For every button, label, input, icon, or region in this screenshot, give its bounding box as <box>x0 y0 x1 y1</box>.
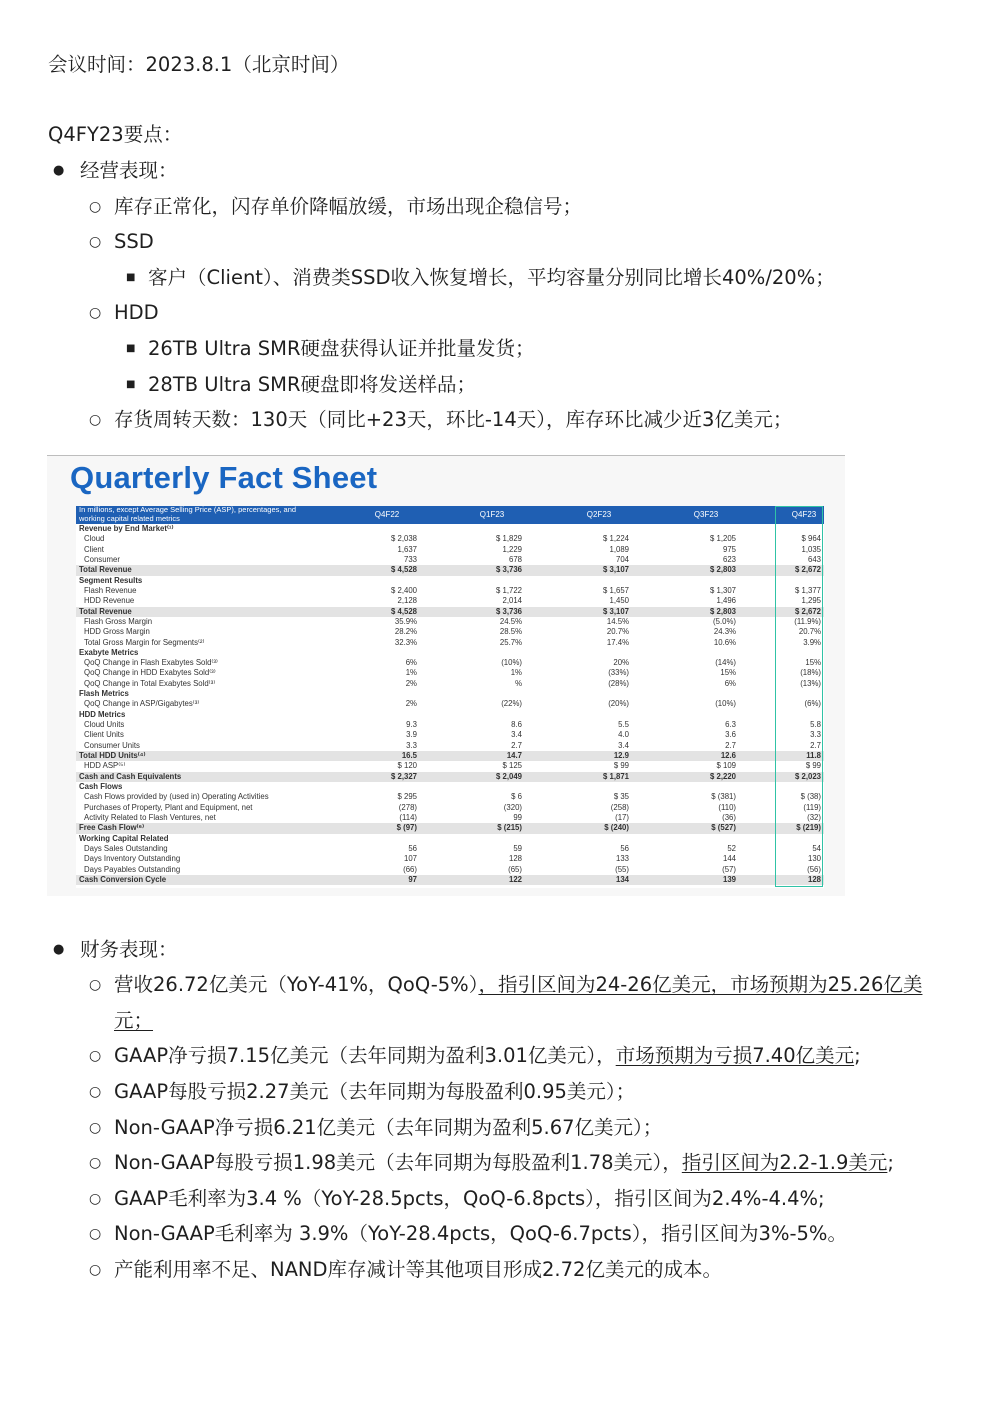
ngaap-eps-guidance: 指引区间为2.2-1.9美元 <box>681 1151 888 1174</box>
fact-cell: 1,089 <box>609 544 629 554</box>
fact-row <box>76 823 824 833</box>
fin-nongaap-net-income: Non-GAAP净亏损6.21亿美元（去年同期为盈利5.67亿美元）； <box>114 1116 663 1139</box>
fact-row <box>76 638 824 648</box>
fact-row-label: HDD Metrics <box>79 709 126 719</box>
fact-row <box>76 627 824 637</box>
fact-cell: 128 <box>807 874 821 884</box>
fact-cell: (17) <box>615 812 629 822</box>
hdd-item: 28TB Ultra SMR硬盘即将发送样品； <box>148 373 477 396</box>
fact-row-label: QoQ Change in Flash Exabytes Sold⁽³⁾ <box>84 658 218 668</box>
revenue-text: 营收26.72亿美元（YoY-41%，QoQ-5%） <box>114 973 479 996</box>
fact-cell: 3.4 <box>618 740 629 750</box>
fact-cell: 25.7% <box>499 637 522 647</box>
fact-cell: (14%) <box>715 658 736 668</box>
revenue-guidance-cont: 元； <box>114 1009 154 1032</box>
fact-cell: $ 2,803 <box>709 606 736 616</box>
fact-row-label: QoQ Change in HDD Exabytes Sold⁽³⁾ <box>84 668 216 678</box>
gaap-ni-expectation: 市场预期为亏损7.40亿美元 <box>615 1044 855 1067</box>
circle-bullet: ○ <box>89 1191 102 1207</box>
circle-bullet: ○ <box>89 305 102 321</box>
fact-row <box>76 710 824 720</box>
fact-row <box>76 534 824 544</box>
fact-cell: $ 1,224 <box>602 534 629 544</box>
fact-row <box>76 865 824 875</box>
fact-cell: 14.7 <box>506 751 522 761</box>
disc-bullet: ● <box>53 942 65 957</box>
fact-row-label: Cash Flows <box>79 782 123 791</box>
square-bullet: ■ <box>126 343 136 354</box>
fact-cell: 128 <box>508 854 522 864</box>
fact-cell: (55) <box>615 864 629 874</box>
fact-cell: 56 <box>408 843 417 853</box>
fact-cell: 4.0 <box>618 730 629 740</box>
fact-cell: 59 <box>513 843 522 853</box>
fact-cell: (6%) <box>804 699 821 709</box>
hdd-item: 26TB Ultra SMR硬盘获得认证并批量发货； <box>148 337 535 360</box>
fact-row-label: HDD Revenue <box>84 596 135 606</box>
fact-cell: 643 <box>807 554 821 564</box>
fact-row <box>76 803 824 813</box>
ngaap-eps-end: ; <box>887 1151 894 1174</box>
fact-cell: 130 <box>807 854 821 864</box>
fact-cell: $ (215) <box>497 823 522 833</box>
fact-cell: $ 2,023 <box>794 771 821 781</box>
fact-row <box>76 658 824 668</box>
fact-row-label: Segment Results <box>79 575 143 585</box>
fact-row-label: Cloud Units <box>84 720 125 730</box>
fact-cell: 20.7% <box>798 627 821 637</box>
fact-cell: $ (219) <box>796 823 821 833</box>
ssd-item: 客户（Client）、消费类SSD收入恢复增长，平均容量分别同比增长40%/20%； <box>148 266 835 289</box>
fact-cell: 14.5% <box>606 616 629 626</box>
hdd-label: HDD <box>114 301 159 324</box>
fact-row <box>76 668 824 678</box>
fact-cell: 56 <box>620 843 629 853</box>
fact-cell: 2,128 <box>397 596 417 606</box>
fact-row <box>76 875 824 885</box>
fact-cell: $ 35 <box>613 792 629 802</box>
fact-row <box>76 741 824 751</box>
fact-row <box>76 607 824 617</box>
fin-heading: 财务表现： <box>80 938 178 961</box>
fact-cell: $ (381) <box>711 792 736 802</box>
fact-cell: 1% <box>510 668 522 678</box>
fact-cell: 5.5 <box>618 720 629 730</box>
ngaap-eps-text: Non-GAAP每股亏损1.98美元（去年同期为每股盈利1.78美元）， <box>114 1151 682 1174</box>
fact-sheet-header <box>76 506 824 524</box>
fact-cell: 139 <box>722 874 736 884</box>
fact-row <box>76 565 824 575</box>
fact-cell: 12.9 <box>613 751 629 761</box>
fact-cell: $ 1,307 <box>709 585 736 595</box>
fact-row <box>76 699 824 709</box>
fact-row-label: Activity Related to Flash Ventures, net <box>84 812 216 822</box>
fact-row-label: Total Gross Margin for Segments⁽²⁾ <box>84 637 205 647</box>
ssd-label: SSD <box>114 230 154 253</box>
fact-cell: 975 <box>722 544 736 554</box>
fact-cell: 1,450 <box>609 596 629 606</box>
fact-cell: (114) <box>399 812 417 822</box>
fin-cost: 产能利用率不足、NAND库存减计等其他项目形成2.72亿美元的成本。 <box>114 1258 722 1281</box>
fact-cell: (66) <box>403 864 417 874</box>
fact-cell: $ 6 <box>511 792 522 802</box>
fact-cell: 1,496 <box>716 596 736 606</box>
fact-cell: % <box>515 678 522 688</box>
fact-sheet-header-label: In millions, except Average Selling Price (ASP), percentages, and working capital related metrics <box>79 505 297 523</box>
fact-cell: 2.7 <box>810 740 821 750</box>
fact-cell: 6.3 <box>725 720 736 730</box>
fact-cell: 8.6 <box>511 720 522 730</box>
fact-cell: (32) <box>807 812 821 822</box>
fact-cell: 32.3% <box>394 637 417 647</box>
fact-cell: 54 <box>812 843 821 853</box>
fact-cell: 704 <box>615 554 629 564</box>
fact-cell: 9.3 <box>406 720 417 730</box>
fact-row-label: QoQ Change in Total Exabytes Sold⁽³⁾ <box>84 678 216 688</box>
fact-cell: $ 2,038 <box>390 534 417 544</box>
fact-row <box>76 782 824 792</box>
circle-bullet: ○ <box>89 1226 102 1242</box>
fact-row <box>76 576 824 586</box>
fact-row <box>76 555 824 565</box>
circle-bullet: ○ <box>89 199 102 215</box>
fact-cell: (33%) <box>608 668 629 678</box>
fact-row <box>76 854 824 864</box>
ops-inventory: 库存正常化，闪存单价降幅放缓，市场出现企稳信号； <box>114 195 583 218</box>
fact-cell: (13%) <box>800 678 821 688</box>
fact-cell: (28%) <box>608 678 629 688</box>
fact-row <box>76 761 824 771</box>
fact-row-label: Purchases of Property, Plant and Equipment, net <box>84 802 253 812</box>
fact-cell: 52 <box>727 843 736 853</box>
fact-row <box>76 596 824 606</box>
fact-cell: (10%) <box>501 658 522 668</box>
fact-row-label: HDD Gross Margin <box>84 627 150 637</box>
fin-revenue <box>114 972 922 998</box>
fact-cell: 1% <box>405 668 417 678</box>
fact-row-label: Client Units <box>84 730 124 740</box>
fact-row <box>76 834 824 844</box>
circle-bullet: ○ <box>89 977 102 993</box>
fin-gaap-gross-margin: GAAP毛利率为3.4 %（YoY-28.5pcts，QoQ-6.8pcts），指引区间为2.4%-4.4%; <box>114 1187 825 1210</box>
fact-cell: (119) <box>803 802 821 812</box>
section-title: Q4FY23要点： <box>48 123 183 146</box>
fact-cell: 6% <box>405 658 417 668</box>
fact-cell: $ 1,657 <box>602 585 629 595</box>
fact-row-label: Free Cash Flow⁽⁶⁾ <box>79 823 145 833</box>
square-bullet: ■ <box>126 272 136 283</box>
column-header: Q1F23 <box>479 510 505 519</box>
fact-row <box>76 772 824 782</box>
fact-cell: (5.0%) <box>713 616 736 626</box>
fact-cell: $ (527) <box>711 823 736 833</box>
circle-bullet: ○ <box>89 1155 102 1171</box>
fact-row-label: Total HDD Units⁽⁴⁾ <box>79 751 146 761</box>
fact-cell: (20%) <box>608 699 629 709</box>
fact-row-label: Total Revenue <box>79 606 132 616</box>
fact-cell: 733 <box>403 554 417 564</box>
fact-sheet-title: Quarterly Fact Sheet <box>70 460 378 495</box>
fact-cell: (110) <box>718 802 736 812</box>
fact-cell: 20.7% <box>606 627 629 637</box>
fact-cell: $ 2,400 <box>390 585 417 595</box>
fact-cell: 10.6% <box>713 637 736 647</box>
fact-cell: $ (38) <box>800 792 821 802</box>
fact-cell: 12.6 <box>720 751 736 761</box>
fact-cell: 20% <box>613 658 629 668</box>
fact-cell: 107 <box>403 854 417 864</box>
column-header: Q4F22 <box>374 510 400 519</box>
circle-bullet: ○ <box>89 1048 102 1064</box>
fact-cell: 3.6 <box>725 730 736 740</box>
fact-cell: 2% <box>405 699 417 709</box>
gaap-ni-end: ; <box>854 1044 861 1067</box>
fact-cell: 11.8 <box>806 751 821 761</box>
fact-row-label: Flash Gross Margin <box>84 616 153 626</box>
fact-cell: $ (97) <box>396 823 417 833</box>
fact-row-label: Days Sales Outstanding <box>84 843 168 853</box>
fact-row-label: Cloud <box>84 534 105 544</box>
gaap-ni-text: GAAP净亏损7.15亿美元（去年同期为盈利3.01亿美元）， <box>114 1044 616 1067</box>
fact-cell: $ 125 <box>502 761 522 771</box>
fact-cell: (18%) <box>800 668 821 678</box>
fact-cell: 35.9% <box>394 616 417 626</box>
fact-row <box>76 617 824 627</box>
fact-row <box>76 751 824 761</box>
fact-cell: $ 3,107 <box>602 606 629 616</box>
fact-row-label: Revenue by End Market⁽¹⁾ <box>79 524 174 533</box>
ops-heading: 经营表现： <box>80 159 178 182</box>
fact-cell: 3.9 <box>406 730 417 740</box>
fact-cell: $ (240) <box>604 823 629 833</box>
fact-cell: $ 2,220 <box>709 771 736 781</box>
fact-cell: 2.7 <box>511 740 522 750</box>
fact-row <box>76 586 824 596</box>
fact-cell: 28.2% <box>394 627 417 637</box>
disc-bullet: ● <box>53 163 65 178</box>
fact-cell: 28.5% <box>499 627 522 637</box>
fact-row <box>76 792 824 802</box>
fact-cell: 6% <box>724 678 736 688</box>
fact-row <box>76 813 824 823</box>
fact-row-label: Cash Flows provided by (used in) Operating Activities <box>84 792 269 802</box>
fact-cell: (320) <box>503 802 522 812</box>
fact-cell: (65) <box>508 864 522 874</box>
fact-row-label: Cash Conversion Cycle <box>79 874 167 884</box>
fact-cell: 5.8 <box>810 720 821 730</box>
fact-cell: 15% <box>805 658 821 668</box>
fact-cell: 24.5% <box>499 616 522 626</box>
fact-cell: 122 <box>508 874 522 884</box>
fact-row <box>76 730 824 740</box>
fact-row-label: HDD ASP⁽⁵⁾ <box>84 761 126 771</box>
fact-row-label: Flash Metrics <box>79 689 129 699</box>
fact-cell: $ 1,377 <box>794 585 821 595</box>
fact-cell: 1,637 <box>397 544 417 554</box>
fact-row-label: Days Payables Outstanding <box>84 864 181 874</box>
fact-cell: $ 964 <box>801 534 821 544</box>
fact-cell: $ 3,107 <box>602 565 629 575</box>
fact-cell: $ 1,829 <box>495 534 522 544</box>
fact-cell: $ 295 <box>397 792 417 802</box>
fact-cell: 623 <box>722 554 736 564</box>
fact-cell: 3.4 <box>511 730 522 740</box>
fact-row-label: Client <box>84 544 104 554</box>
fact-cell: $ 2,049 <box>495 771 522 781</box>
fact-sheet-image <box>47 455 845 896</box>
fact-cell: $ 99 <box>613 761 629 771</box>
circle-bullet: ○ <box>89 412 102 428</box>
fact-cell: $ 4,528 <box>390 606 417 616</box>
fact-row-label: Total Revenue <box>79 565 132 575</box>
circle-bullet: ○ <box>89 234 102 250</box>
fact-cell: 134 <box>615 874 629 884</box>
fact-cell: $ 99 <box>805 761 821 771</box>
fact-cell: 24.3% <box>713 627 736 637</box>
fact-cell: 97 <box>408 874 417 884</box>
column-header: Q2F23 <box>586 510 612 519</box>
fact-cell: (22%) <box>501 699 522 709</box>
ops-turnover: 存货周转天数：130天（同比+23天，环比-14天），库存环比减少近3亿美元； <box>114 408 793 431</box>
fact-cell: $ 120 <box>397 761 417 771</box>
fact-cell: $ 3,736 <box>495 606 522 616</box>
fact-cell: $ 1,722 <box>495 585 522 595</box>
fact-row <box>76 844 824 854</box>
fin-gaap-net-income <box>114 1043 861 1069</box>
meeting-time: 会议时间：2023.8.1（北京时间） <box>48 53 350 76</box>
fact-row <box>76 679 824 689</box>
fact-cell: $ 1,871 <box>602 771 629 781</box>
fact-row-label: Consumer <box>84 554 120 564</box>
fact-cell: (36) <box>722 812 736 822</box>
fact-cell: $ 1,205 <box>709 534 736 544</box>
fact-row-label: Working Capital Related <box>79 833 169 843</box>
fact-cell: 1,295 <box>801 596 821 606</box>
fact-cell: 1,229 <box>502 544 522 554</box>
fact-cell: $ 2,327 <box>390 771 417 781</box>
fact-cell: 15% <box>720 668 736 678</box>
fact-cell: $ 3,736 <box>495 565 522 575</box>
column-header: Q4F23 <box>791 510 817 519</box>
fact-row-label: Days Inventory Outstanding <box>84 854 181 864</box>
fact-cell: 1,035 <box>801 544 821 554</box>
fin-nongaap-gross-margin: Non-GAAP毛利率为 3.9%（YoY-28.4pcts，QoQ-6.7pcts），指引区间为3%-5%。 <box>114 1222 847 1245</box>
fact-cell: 144 <box>722 854 736 864</box>
fact-cell: (11.9%) <box>794 616 821 626</box>
fact-sheet-table <box>76 506 824 888</box>
fact-row-label: Cash and Cash Equivalents <box>79 771 182 781</box>
fact-cell: (278) <box>398 802 417 812</box>
fact-cell: (10%) <box>715 699 736 709</box>
fact-cell: (57) <box>722 864 736 874</box>
fact-cell: $ 2,803 <box>709 565 736 575</box>
fact-cell: $ 2,672 <box>794 606 821 616</box>
fact-row <box>76 720 824 730</box>
fact-cell: 99 <box>513 812 522 822</box>
fact-cell: 3.3 <box>810 730 821 740</box>
fact-row <box>76 524 824 534</box>
fact-cell: (56) <box>807 864 821 874</box>
fact-row-label: Consumer Units <box>84 740 140 750</box>
fact-cell: 2% <box>405 678 417 688</box>
fact-cell: $ 109 <box>716 761 736 771</box>
square-bullet: ■ <box>126 379 136 390</box>
circle-bullet: ○ <box>89 1084 102 1100</box>
fact-cell: (258) <box>610 802 629 812</box>
fact-row-label: Exabyte Metrics <box>79 647 139 657</box>
fact-cell: 2.7 <box>725 740 736 750</box>
fact-row-label: QoQ Change in ASP/Gigabytes⁽³⁾ <box>84 699 200 709</box>
fact-cell: 3.9% <box>803 637 821 647</box>
fact-cell: 16.5 <box>401 751 417 761</box>
fact-row <box>76 648 824 658</box>
fact-cell: 2,014 <box>502 596 522 606</box>
fact-cell: 17.4% <box>606 637 629 647</box>
fact-cell: 678 <box>508 554 522 564</box>
revenue-guidance: ，指引区间为24-26亿美元，市场预期为25.26亿美 <box>478 973 923 996</box>
fact-cell: 133 <box>615 854 629 864</box>
circle-bullet: ○ <box>89 1262 102 1278</box>
circle-bullet: ○ <box>89 1120 102 1136</box>
fin-gaap-eps: GAAP每股亏损2.27美元（去年同期为每股盈利0.95美元）； <box>114 1080 636 1103</box>
fact-cell: $ 4,528 <box>390 565 417 575</box>
fact-cell: $ 2,672 <box>794 565 821 575</box>
fact-row-label: Flash Revenue <box>84 585 137 595</box>
fact-row <box>76 545 824 555</box>
column-header: Q3F23 <box>693 510 719 519</box>
fin-nongaap-eps <box>114 1150 894 1176</box>
fact-cell: 3.3 <box>406 740 417 750</box>
fact-row <box>76 689 824 699</box>
